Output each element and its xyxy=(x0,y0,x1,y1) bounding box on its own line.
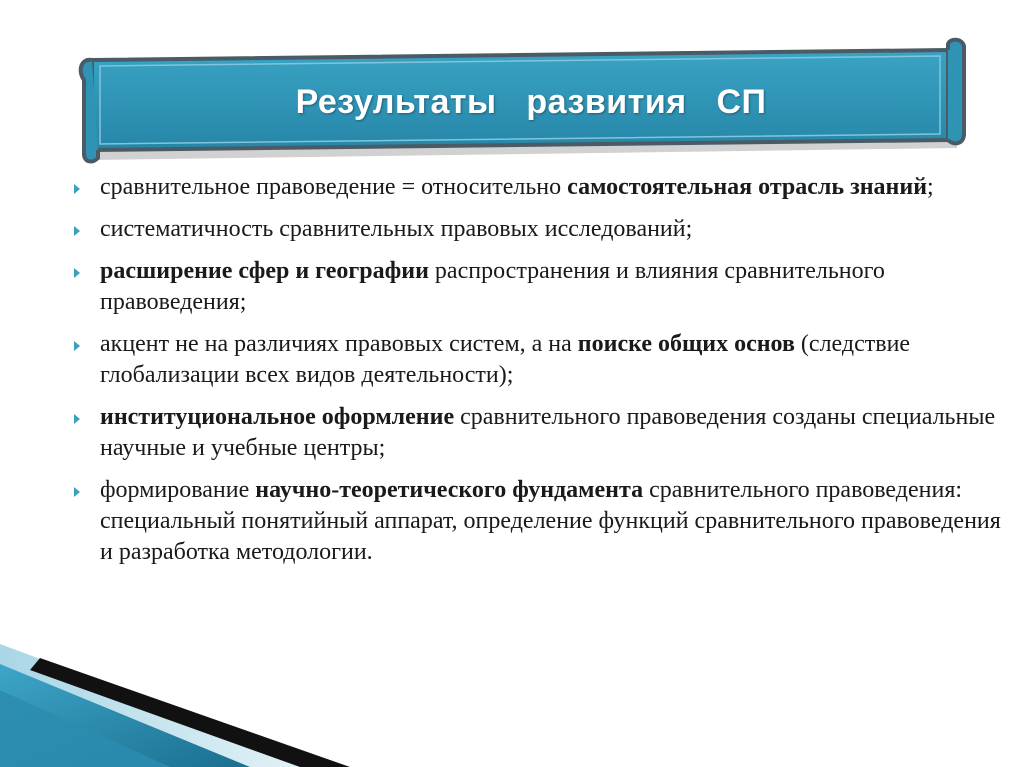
slide-title: Результаты развития СП xyxy=(295,82,767,121)
bullet-arrow-icon xyxy=(74,414,80,424)
bullet-text: распространения и влияния сравнительного правоведения; xyxy=(100,258,885,315)
bullet-item xyxy=(72,329,1002,391)
bullet-text: формирование xyxy=(100,477,256,503)
bullet-item xyxy=(72,475,1002,568)
bullet-text-bold: расширение сфер и географии xyxy=(100,258,429,284)
bullet-text: ; xyxy=(927,174,934,200)
bullet-text-bold: самостоятельная отрасль знаний xyxy=(567,174,928,200)
bullet-arrow-icon xyxy=(74,268,80,278)
bullet-text: (следствие глобализации всех видов деятельности); xyxy=(100,331,911,388)
bullet-text-bold: институциональное оформление xyxy=(100,404,455,430)
bullet-item xyxy=(72,214,1002,245)
bullet-text: сравнительного правоведения созданы специальные научные и учебные центры; xyxy=(100,404,996,461)
bullet-text: систематичность сравнительных правовых исследований; xyxy=(100,216,693,242)
bullet-item xyxy=(72,402,1002,464)
bullet-arrow-icon xyxy=(74,184,80,194)
bullet-arrow-icon xyxy=(74,487,80,497)
bullet-arrow-icon xyxy=(74,341,80,351)
bullet-list xyxy=(72,172,1002,579)
bullet-text-bold: поиске общих основ xyxy=(577,331,795,357)
bullet-item xyxy=(72,256,1002,318)
bullet-text: сравнительного правоведения: специальный понятийный аппарат, определение функций сравнительного правоведения и разработка методологии. xyxy=(100,477,1001,565)
bullet-item xyxy=(72,172,1002,203)
bullet-text-bold: научно-теоретического фундамента xyxy=(255,477,644,503)
bullet-arrow-icon xyxy=(74,226,80,236)
bullet-text: сравнительное правоведение = относительно xyxy=(100,174,568,200)
corner-decoration xyxy=(0,630,1024,767)
bullet-text: акцент не на различиях правовых систем, а на xyxy=(100,331,578,357)
